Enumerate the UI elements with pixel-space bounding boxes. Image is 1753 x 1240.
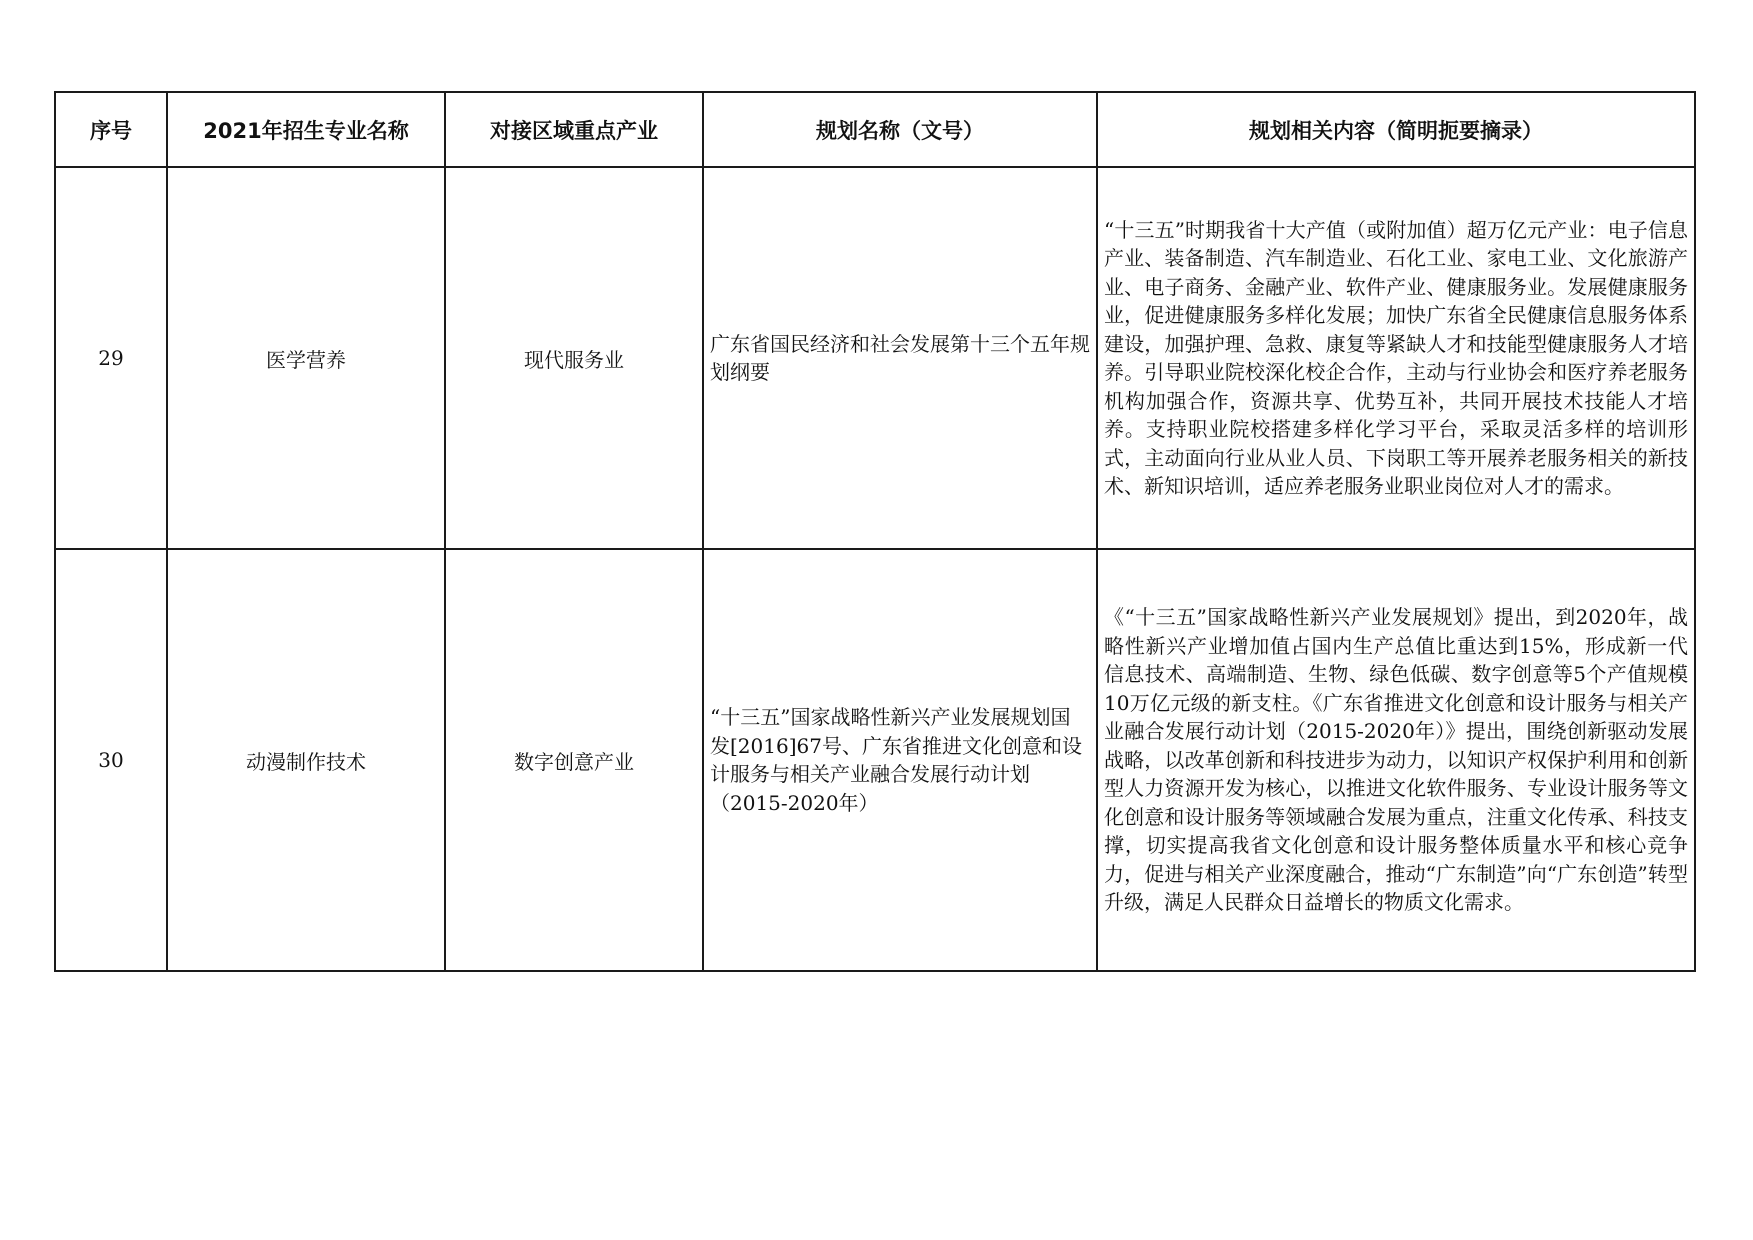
cell-plan-content: “十三五”时期我省十大产值（或附加值）超万亿元产业：电子信息产业、装备制造、汽车制造业、石化工业、家电工业、文化旅游产业、电子商务、金融产业、软件产业、健康服务业。发展健康服务业，促进健康服务多样化发展；加快广东省全民健康信息服务体系建设，加强护理、急救、康复等紧缺人才和技能型健康服务人才培养。引导职业院校深化校企合作，主动与行业协会和医疗养老服务机构加强合作，资源共享、优势互补，共同开展技术技能人才培养。支持职业院校搭建多样化学习平台，采取灵活多样的培训形式，主动面向行业从业人员、下岗职工等开展养老服务相关的新技术、新知识培训，适应养老服务业职业岗位对人才的需求。 <box>1097 167 1695 549</box>
cell-major: 医学营养 <box>167 167 445 549</box>
cell-plan-content: 《“十三五”国家战略性新兴产业发展规划》提出，到2020年，战略性新兴产业增加值占国内生产总值比重达到15%，形成新一代信息技术、高端制造、生物、绿色低碳、数字创意等5个产值规模10万亿元级的新支柱。《广东省推进文化创意和设计服务与相关产业融合发展行动计划（2015-2020年）》提出，围绕创新驱动发展战略，以改革创新和科技进步为动力，以知识产权保护利用和创新型人力资源开发为核心，以推进文化软件服务、专业设计服务等文化创意和设计服务等领域融合发展为重点，注重文化传承、科技支撑，切实提高我省文化创意和设计服务整体质量水平和核心竞争力，促进与相关产业深度融合，推动“广东制造”向“广东创造”转型升级，满足人民群众日益增长的物质文化需求。 <box>1097 549 1695 971</box>
header-row <box>55 92 1695 167</box>
table-row <box>55 549 1695 971</box>
header-industry: 对接区域重点产业 <box>445 92 703 167</box>
cell-plan-name: 广东省国民经济和社会发展第十三个五年规划纲要 <box>703 167 1097 549</box>
cell-index: 29 <box>55 167 167 549</box>
cell-industry: 现代服务业 <box>445 167 703 549</box>
header-index: 序号 <box>55 92 167 167</box>
cell-index: 30 <box>55 549 167 971</box>
header-plan-content: 规划相关内容（简明扼要摘录） <box>1097 92 1695 167</box>
cell-plan-name: “十三五”国家战略性新兴产业发展规划国发[2016]67号、广东省推进文化创意和设计服务与相关产业融合发展行动计划（2015-2020年） <box>703 549 1097 971</box>
cell-industry: 数字创意产业 <box>445 549 703 971</box>
header-major: 2021年招生专业名称 <box>167 92 445 167</box>
table-header <box>55 92 1695 167</box>
planning-table <box>54 91 1696 972</box>
table-body <box>55 167 1695 971</box>
table-row <box>55 167 1695 549</box>
header-plan-name: 规划名称（文号） <box>703 92 1097 167</box>
cell-major: 动漫制作技术 <box>167 549 445 971</box>
